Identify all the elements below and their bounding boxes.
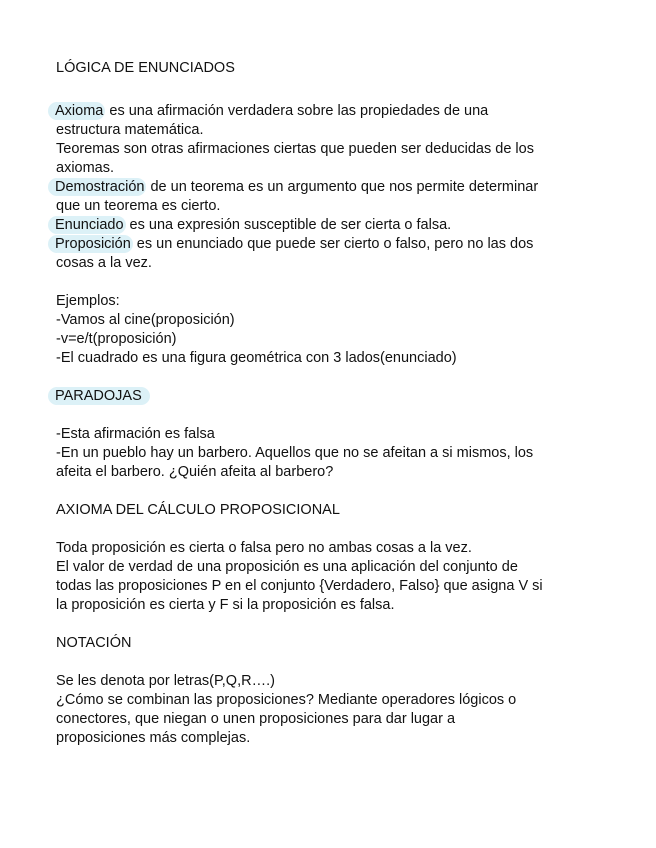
paragraph-line: ¿Cómo se combinan las proposiciones? Mediante operadores lógicos o	[56, 692, 517, 708]
definition-enunciado: Enunciado es una expresión susceptible de ser cierta o falsa.	[56, 216, 616, 235]
definition-axioma: Axioma es una afirmación verdadera sobre las propiedades de una	[56, 102, 616, 121]
section-title-notacion: NOTACIÓN	[56, 635, 132, 651]
axioma-block	[56, 539, 616, 615]
definition-demostracion-cont: que un teorema es cierto.	[56, 198, 221, 214]
paragraph-line: Se les denota por letras(P,Q,R….)	[56, 673, 275, 689]
paragraph-line: conectores, que niegan o unen proposiciones para dar lugar a	[56, 711, 456, 727]
section-title-paradojas	[56, 387, 616, 406]
examples-block	[56, 292, 616, 368]
examples-heading: Ejemplos:	[56, 293, 120, 309]
paragraph-line: proposiciones más complejas.	[56, 730, 251, 746]
term: Teoremas	[56, 141, 120, 157]
highlighted-term: Demostración	[52, 178, 146, 196]
page-title: LÓGICA DE ENUNCIADOS	[56, 60, 235, 76]
paradoja-line: -En un pueblo hay un barbero. Aquellos que no se afeitan a si mismos, los	[56, 445, 534, 461]
highlighted-heading: PARADOJAS	[52, 387, 150, 405]
highlighted-term: Proposición	[52, 235, 133, 253]
definition-teoremas-cont: axiomas.	[56, 160, 115, 176]
paradojas-block	[56, 425, 616, 482]
definitions-block	[56, 102, 616, 273]
example-item: -v=e/t(proposición)	[56, 331, 177, 347]
definition-axioma-cont: estructura matemática.	[56, 122, 204, 138]
definition-teoremas: Teoremas son otras afirmaciones ciertas que pueden ser deducidas de los	[56, 141, 534, 157]
paragraph-line: Toda proposición es cierta o falsa pero no ambas cosas a la vez.	[56, 540, 472, 556]
definition-proposicion-cont: cosas a la vez.	[56, 255, 152, 271]
highlighted-term: Enunciado	[52, 216, 126, 234]
paragraph-line: todas las proposiciones P en el conjunto {Verdadero, Falso} que asigna V si	[56, 578, 543, 594]
definition-proposicion: Proposición es un enunciado que puede ser cierto o falso, pero no las dos	[56, 235, 616, 254]
paragraph-line: la proposición es cierta y F si la proposición es falsa.	[56, 597, 395, 613]
highlighted-term: Axioma	[52, 102, 105, 120]
notacion-block	[56, 672, 616, 748]
paradoja-line: afeita el barbero. ¿Quién afeita al barbero?	[56, 464, 334, 480]
example-item: -Vamos al cine(proposición)	[56, 312, 235, 328]
example-item: -El cuadrado es una figura geométrica con 3 lados(enunciado)	[56, 350, 457, 366]
section-title-axioma: AXIOMA DEL CÁLCULO PROPOSICIONAL	[56, 502, 340, 518]
document-body	[56, 59, 616, 748]
paragraph-line: El valor de verdad de una proposición es una aplicación del conjunto de	[56, 559, 518, 575]
definition-demostracion: Demostración de un teorema es un argumento que nos permite determinar	[56, 178, 616, 197]
paradoja-line: -Esta afirmación es falsa	[56, 426, 215, 442]
